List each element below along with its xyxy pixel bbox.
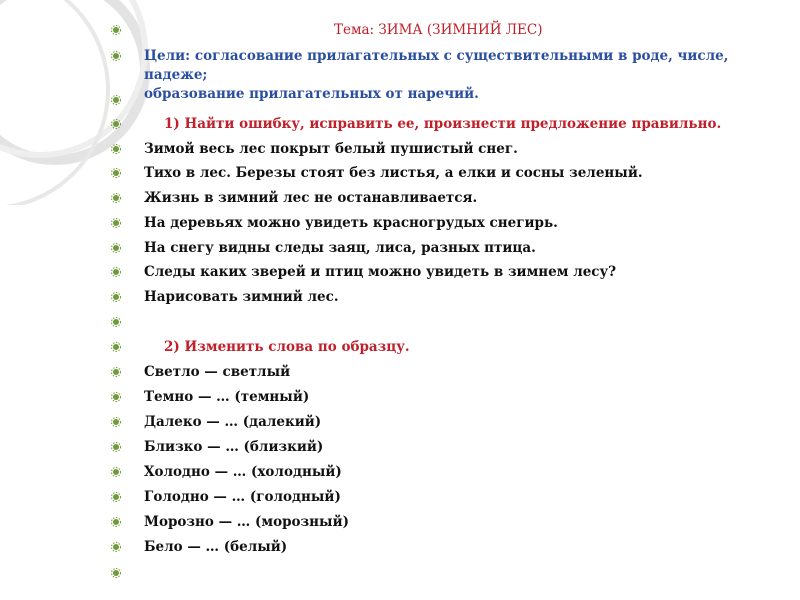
- bullet-icon: [110, 316, 122, 328]
- bullet-icon: [110, 50, 122, 62]
- bullet-icon: [110, 242, 122, 254]
- list-item: [110, 260, 800, 284]
- list-item: [110, 485, 800, 509]
- bullet-icon: [110, 391, 122, 403]
- exercise-item: Темно — … (темный): [144, 389, 310, 405]
- sentence-text: Зимой весь лес покрыт белый пушистый снег.: [144, 141, 518, 157]
- exercise-item: Голодно — … (голодный): [144, 489, 341, 505]
- list-item: [110, 535, 800, 559]
- bullet-icon: [110, 94, 122, 106]
- list-item: [110, 161, 800, 185]
- bullet-icon: [110, 366, 122, 378]
- title-value: ЗИМА (ЗИМНИЙ ЛЕС): [378, 22, 543, 38]
- bullet-icon: [110, 167, 122, 179]
- exercise-item: Далеко — … (далекий): [144, 414, 322, 430]
- goal-line-2: образование прилагательных от наречий.: [144, 86, 479, 102]
- bullet-icon: [110, 416, 122, 428]
- bullet-icon: [110, 441, 122, 453]
- bullet-icon: [110, 541, 122, 553]
- bullet-icon: [110, 143, 122, 155]
- list-item: [110, 360, 800, 384]
- task2-heading-row: [110, 335, 800, 359]
- empty-bullet-row: [110, 561, 800, 585]
- exercise-item: Бело — … (белый): [144, 539, 288, 555]
- list-item: [110, 410, 800, 434]
- task2-heading: 2) Изменить слова по образцу.: [164, 339, 410, 355]
- bullet-icon: [110, 266, 122, 278]
- slide-content: [110, 0, 800, 600]
- bullet-icon: [110, 291, 122, 303]
- exercise-item: Морозно — … (морозный): [144, 514, 349, 530]
- goal-line-1: Цели: согласование прилагательных с существительными в роде, числе, падеже;: [144, 48, 729, 83]
- sentence-text: На деревьях можно увидеть красногрудых снегирь.: [144, 215, 558, 231]
- empty-bullet-row: [110, 88, 800, 112]
- bullet-icon: [110, 192, 122, 204]
- task1-heading-row: [110, 112, 800, 136]
- sentence-text: На снегу видны следы заяц, лиса, разных птица.: [144, 240, 536, 256]
- title-row: [110, 18, 800, 42]
- page-title: [334, 22, 543, 38]
- list-item: [110, 510, 800, 534]
- bullet-icon: [110, 118, 122, 130]
- list-item: [110, 236, 800, 260]
- bullet-icon: [110, 217, 122, 229]
- empty-bullet-row: [110, 310, 800, 334]
- list-item: [110, 285, 800, 309]
- list-item: [110, 211, 800, 235]
- bullet-icon: [110, 466, 122, 478]
- bullet-icon: [110, 516, 122, 528]
- task1-heading: 1) Найти ошибку, исправить ее, произнести предложение правильно.: [164, 116, 722, 132]
- title-label: Тема:: [334, 22, 379, 38]
- sentence-text: Тихо в лес. Березы стоят без листья, а елки и сосны зеленый.: [144, 165, 643, 181]
- list-item: [110, 186, 800, 210]
- sentence-text: Нарисовать зимний лес.: [144, 289, 339, 305]
- bullet-icon: [110, 567, 122, 579]
- sentence-text: Жизнь в зимний лес не останавливается.: [144, 190, 478, 206]
- bullet-icon: [110, 341, 122, 353]
- list-item: [110, 137, 800, 161]
- list-item: [110, 385, 800, 409]
- bullet-icon: [110, 491, 122, 503]
- exercise-item: Холодно — … (холодный): [144, 464, 342, 480]
- list-item: [110, 460, 800, 484]
- exercise-item: Близко — … (близкий): [144, 439, 324, 455]
- bullet-icon: [110, 24, 122, 36]
- list-item: [110, 435, 800, 459]
- example-item: Светло — светлый: [144, 364, 291, 380]
- sentence-text: Следы каких зверей и птиц можно увидеть в зимнем лесу?: [144, 264, 617, 280]
